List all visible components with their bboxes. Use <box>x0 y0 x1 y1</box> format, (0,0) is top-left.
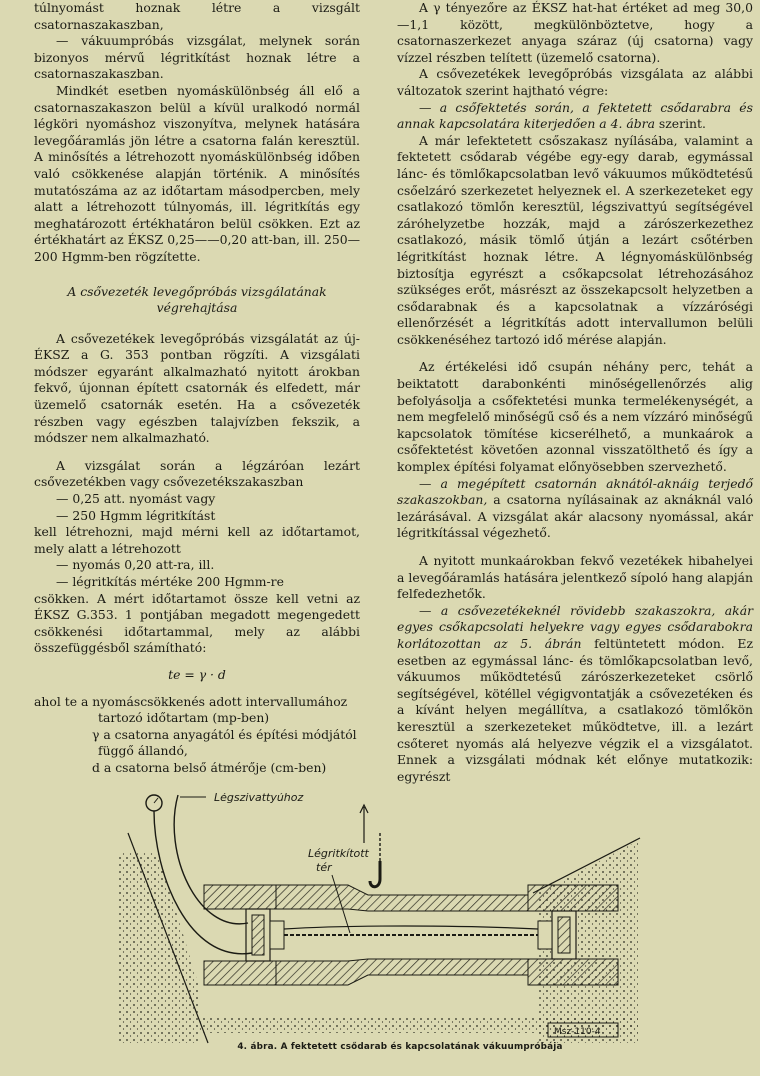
paragraph: — vákuumpróbás vizsgálat, melynek során bizonyos mérvű légritkítást hoznak létre a csatornaszakaszban. <box>34 33 360 82</box>
paragraph: A már lefektetett csőszakasz nyílásába, valamint a fektetett csődarab végébe egy-egy darab, egymással lánc- és tömlőkapcsolatban levő vákuumos működtetésű csőelzáró szerkezetet helyeznek el. A szerkezeteket egy csatlakozó tömlőn keresztül, légszivattyú segítségével záróhelyzetbe hozzák, majd a zárószerkezethez csatlakozó, másik tömlő útján a lezárt csőtérben légritkítást hoznak létre. A légnyomáskülönbség biztosítja egyrészt a csőkapcsolat létrehozásához szükséges erőt, másrészt az összekapcsolt helyzetben a csődarabnak és a kapcsolatnak a vízzáróségi ellenőrzését a légritkítás adott intervallumon belüli csökkenéséhez tartozó idő mérése alapján. <box>397 132 753 347</box>
hose <box>284 926 538 929</box>
paragraph: Az értékelési idő csupán néhány perc, tehát a beiktatott darabonkénti minőségellenőrzés alig befolyásolja a csőfektetési munka termelékenységét, a nem megfelelő minőségű cső és a nem vízzáró minőségű kapcsolatok tömítése kicserélhető, a munkaárok a csőfektetést követően azonnal visszatölthető és így a komplex építési folyamat előnyösebben szervezhető. <box>397 359 753 475</box>
drawing-code: Msz-110-4 <box>554 1027 601 1037</box>
pipe-wall-lower-left <box>204 961 276 985</box>
paragraph: csökken. A mért időtartamot össze kell vetni az ÉKSZ G.353. 1 pontjában megadott megengedett csökkenési időtartammal, mely az alábbi összefüggésből számítható: <box>34 590 360 656</box>
section-heading: A csővezeték levegőpróbás vizsgálatának végrehajtása <box>67 283 327 316</box>
paragraph <box>397 100 753 133</box>
pipe-wall-upper <box>276 885 528 911</box>
definition-line: függő állandó, <box>98 743 188 759</box>
list-item: — légritkítás mértéke 200 Hgmm-re <box>56 574 284 589</box>
list-item: — nyomás 0,20 att-ra, ill. <box>56 557 215 573</box>
list-item: — 0,25 att. nyomást vagy <box>56 491 216 507</box>
formula: te = γ · d <box>168 666 226 682</box>
list-item: — 250 Hgmm légritkítást <box>56 507 216 523</box>
emphasis: — a csővezetékeknél rövidebb szakaszokra, akár egyes csőkapcsolati helyekre vagy egyes csődarabokra korlátozottan az 5. ábrán <box>397 602 753 651</box>
paragraph: A nyitott munkaárokban fekvő vezetékek hibahelyei a levegőáramlás hatására jelentkező sípoló hang alapján felfedezhetők. <box>397 553 753 602</box>
pipe-wall-lower <box>276 959 528 985</box>
lift-arrow <box>360 805 368 843</box>
definition-line: d a csatorna belső átmérője (cm-ben) <box>92 759 327 775</box>
paragraph-text: feltüntetett módon. Ez esetben az egymással lánc- és tömlőkapcsolatban levő, vákuumos működtetésű zárószerkezeteket csörlő segítségével, kötéllel végigvontatják a csővezetéken és a kívánt helyen megállítva, a csatlakozó tömlőkön keresztül a szerkezeteket működtetve, ill. a lezárt csőteret nyomás alá helyezve végzik el a vizsgálatot. Ennek a vizsgálati módnak két előnye mutatkozik: egyrészt <box>397 635 753 784</box>
definition-line: ahol te a nyomáscsökkenés adott intervallumához <box>34 693 348 709</box>
hook-icon <box>370 861 380 887</box>
paragraph: A γ tényezőre az ÉKSZ hat-hat értéket ad meg 30,0—1,1 között, megkülönböztetve, hogy a csatornaszerkezet anyaga száraz (új csatorna) vagy vízzel részben telített (üzemelő csatorna). <box>397 0 753 65</box>
paragraph: A csővezetékek levegőpróbás vizsgálatát az új-ÉKSZ a G. 353 pontban rögzíti. A vizsgálati módszer egyaránt alkalmazható nyitott árokban fekvő, újonnan épített csatornák és elfedett, már üzemelő csatornák esetén. Ha a csővezeték részben vagy egészben talajvízben fekszik, a módszer nem alkalmazható. <box>34 330 360 446</box>
pipe-wall-upper-right <box>528 885 618 911</box>
emphasis: — a csőfektetés során, a fektetett csődarabra és annak kapcsolatára kiterjedően a 4. ábra <box>397 99 753 132</box>
pipe-wall-upper-left <box>204 885 276 909</box>
emphasis: — a megépített csatornán aknától-aknáig terjedő szakaszokban, <box>397 475 753 508</box>
paragraph: kell létrehozni, majd mérni kell az időtartamot, mely alatt a létrehozott <box>34 524 360 556</box>
pipe-wall-lower-right <box>528 959 618 985</box>
paragraph-text: a csatorna nyílásainak az aknáknál való lezárásával. A vizsgálat akár alacsony nyomással, akár légritkítással végezhető. <box>397 492 753 541</box>
vacuum-space-label-2: tér <box>316 861 332 874</box>
paragraph <box>397 603 753 786</box>
paragraph-text: szerint. <box>654 116 706 132</box>
paragraph <box>397 476 753 542</box>
figure-caption: 4. ábra. A fektetett csődarab és kapcsolatának vákuumpróbája <box>237 1042 563 1052</box>
vacuum-space-label: Légritkított <box>308 847 369 860</box>
definition-line: γ a csatorna anyagától és építési módjától <box>92 726 357 742</box>
paragraph: A csővezetékek levegőpróbás vizsgálata az alábbi változatok szerint hajtható végre: <box>397 66 753 98</box>
paragraph: A vizsgálat során a légzáróan lezárt csővezetékben vagy csővezetékszakaszban <box>34 457 360 490</box>
paragraph: túlnyomást hoznak létre a vizsgált csatornaszakaszban, <box>34 0 360 32</box>
right-column <box>397 0 753 785</box>
pump-label: Légszivattyúhoz <box>214 793 304 804</box>
paragraph: Mindkét esetben nyomáskülönbség áll elő a csatornaszakaszon belül a kívül uralkodó normál légköri nyomáshoz viszonyítva, melynek hatására levegőáramlás jön létre a csatorna falán keresztül. A minősítés a létrehozott nyomáskülönbség időben való csökkenése alapján történik. A minősítés mutatószáma az az időtartam másodpercben, mely alatt a létrehozott túlnyomás, ill. légritkítás egy meghatározott értékhatáron belül csökken. Ezt az értékhatárt az ÉKSZ 0,25——0,20 att-ban, ill. 250—200 Hgmm-ben rögzítette. <box>34 82 360 264</box>
left-column <box>34 0 360 777</box>
figure-4-diagram <box>118 793 648 1048</box>
definition-line: tartozó időtartam (mp-ben) <box>98 710 270 726</box>
